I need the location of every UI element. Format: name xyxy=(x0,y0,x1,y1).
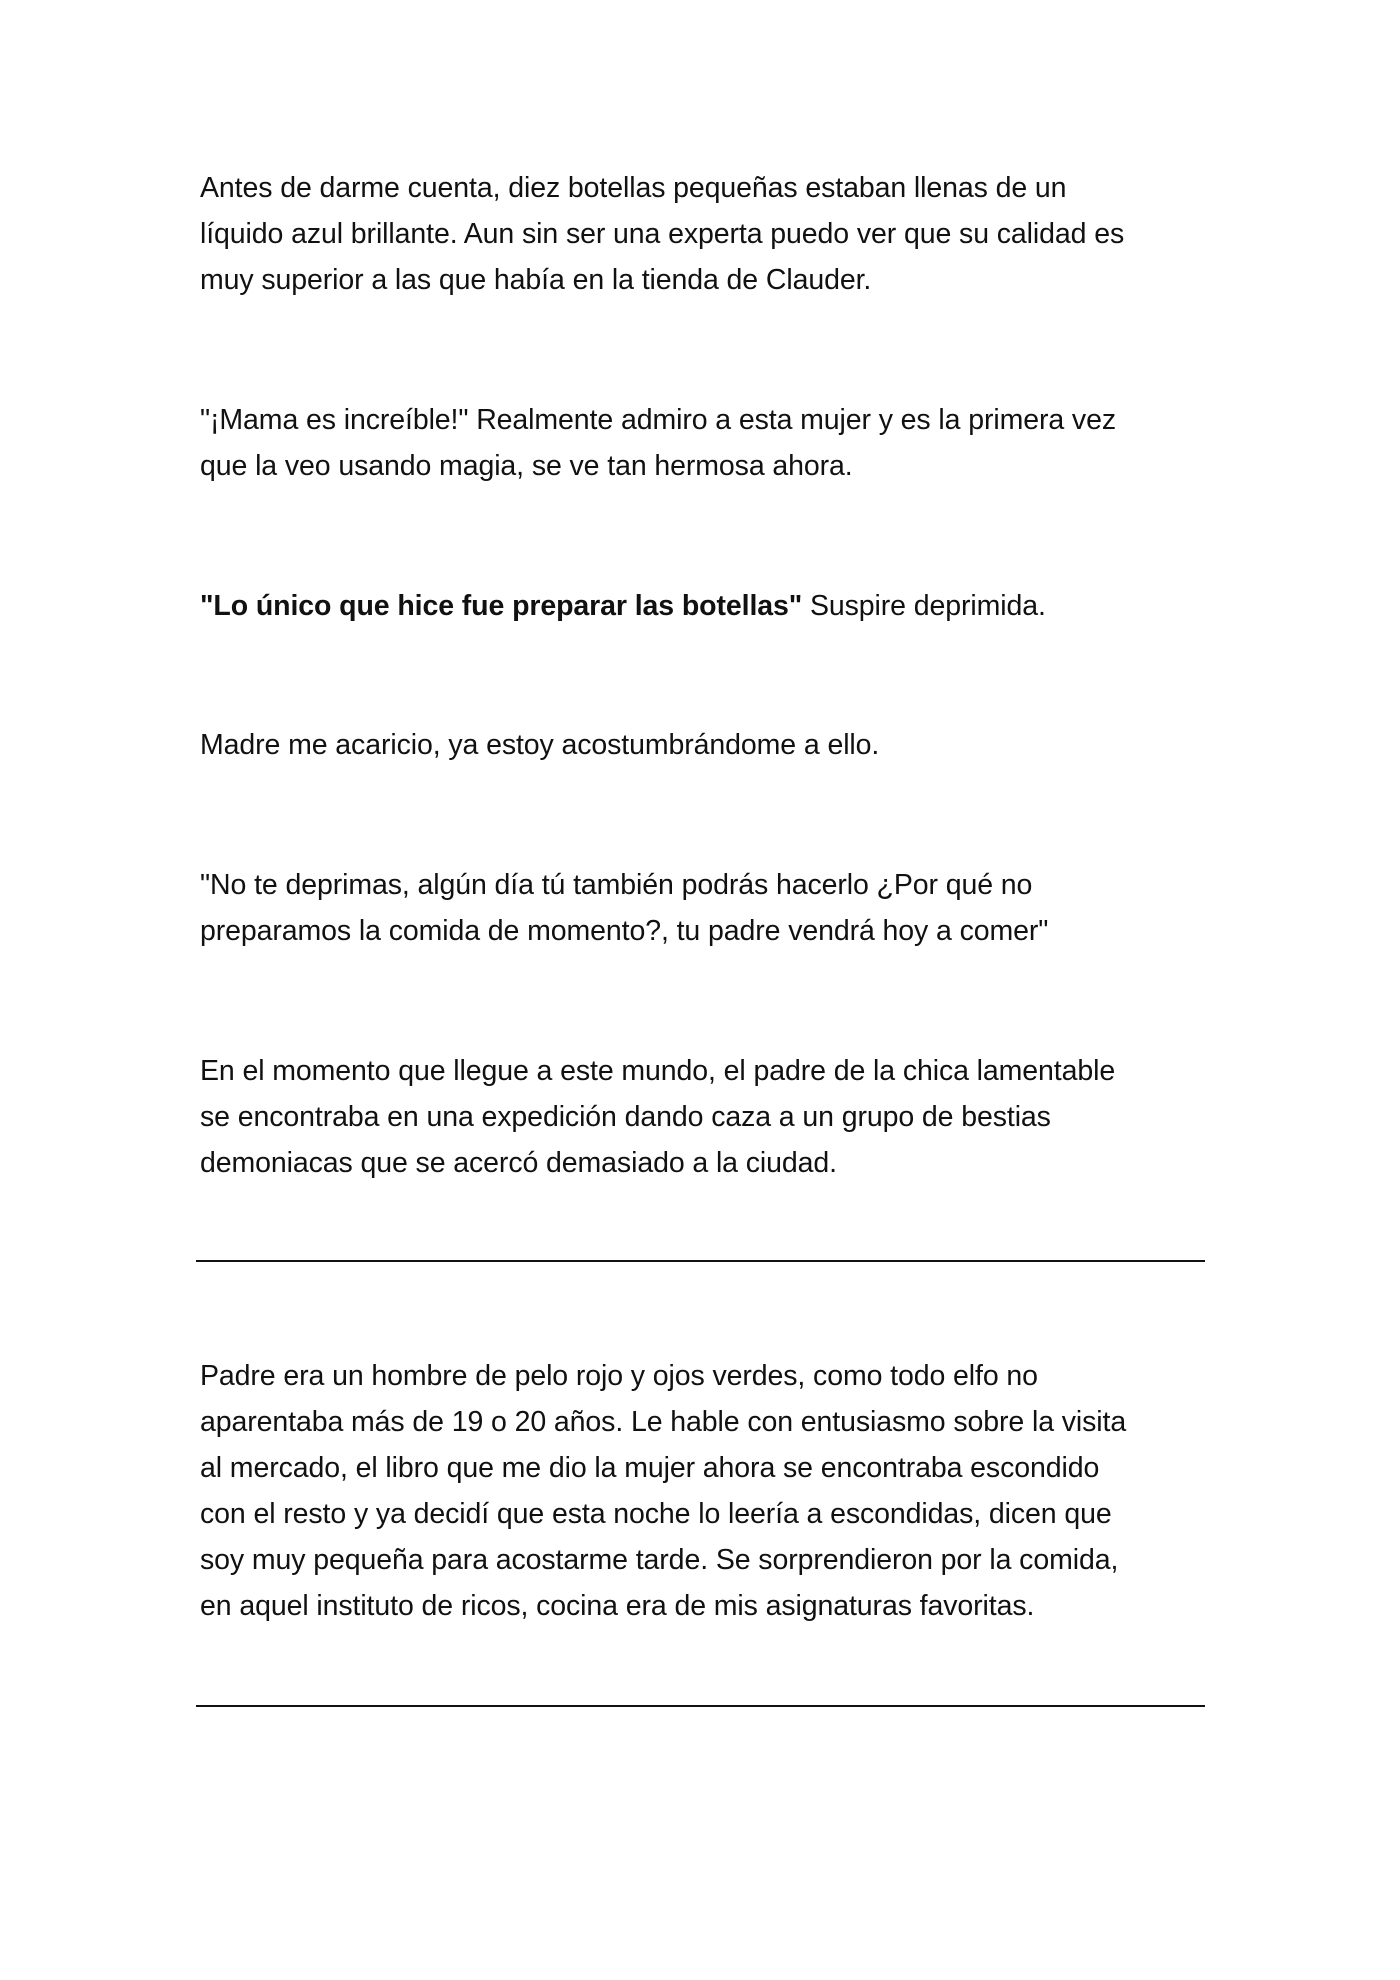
text-line: preparamos la comida de momento?, tu padre vendrá hoy a comer" xyxy=(200,915,1049,947)
text-line: que la veo usando magia, se ve tan hermosa ahora. xyxy=(200,450,853,482)
paragraph-potions xyxy=(200,165,1205,303)
text-line: muy superior a las que había en la tienda de Clauder. xyxy=(200,264,872,296)
paragraph-father-expedition xyxy=(200,1048,1205,1186)
paragraph-bottles-dialogue xyxy=(200,583,1205,629)
paragraph-mother-caress xyxy=(200,722,1205,768)
text-line: En el momento que llegue a este mundo, el padre de la chica lamentable xyxy=(200,1055,1116,1087)
paragraph-dont-be-sad xyxy=(200,862,1205,954)
text-line: soy muy pequeña para acostarme tarde. Se sorprendieron por la comida, xyxy=(200,1544,1119,1576)
text-line: aparentaba más de 19 o 20 años. Le hable con entusiasmo sobre la visita xyxy=(200,1406,1127,1438)
bold-dialogue: "Lo único que hice fue preparar las botellas" xyxy=(200,590,803,622)
section-divider xyxy=(196,1705,1205,1707)
text-line: en aquel instituto de ricos, cocina era de mis asignaturas favoritas. xyxy=(200,1590,1035,1622)
text-line: al mercado, el libro que me dio la mujer ahora se encontraba escondido xyxy=(200,1452,1100,1484)
text-line: demoniacas que se acercó demasiado a la ciudad. xyxy=(200,1147,837,1179)
text-line: se encontraba en una expedición dando caza a un grupo de bestias xyxy=(200,1101,1051,1133)
paragraph-mama-incredible xyxy=(200,397,1205,489)
paragraph-father-description xyxy=(200,1353,1205,1629)
text-line: con el resto y ya decidí que esta noche lo leería a escondidas, dicen que xyxy=(200,1498,1112,1530)
text-line: Padre era un hombre de pelo rojo y ojos verdes, como todo elfo no xyxy=(200,1360,1038,1392)
text-line: Madre me acaricio, ya estoy acostumbrándome a ello. xyxy=(200,729,880,761)
text-line: Antes de darme cuenta, diez botellas pequeñas estaban llenas de un xyxy=(200,172,1067,204)
narration-text: Suspire deprimida. xyxy=(802,590,1046,622)
text-line: líquido azul brillante. Aun sin ser una experta puedo ver que su calidad es xyxy=(200,218,1125,250)
text-line xyxy=(200,583,1205,629)
section-divider xyxy=(196,1260,1205,1262)
text-line: "¡Mama es increíble!" Realmente admiro a esta mujer y es la primera vez xyxy=(200,404,1116,436)
text-line: "No te deprimas, algún día tú también podrás hacerlo ¿Por qué no xyxy=(200,869,1033,901)
